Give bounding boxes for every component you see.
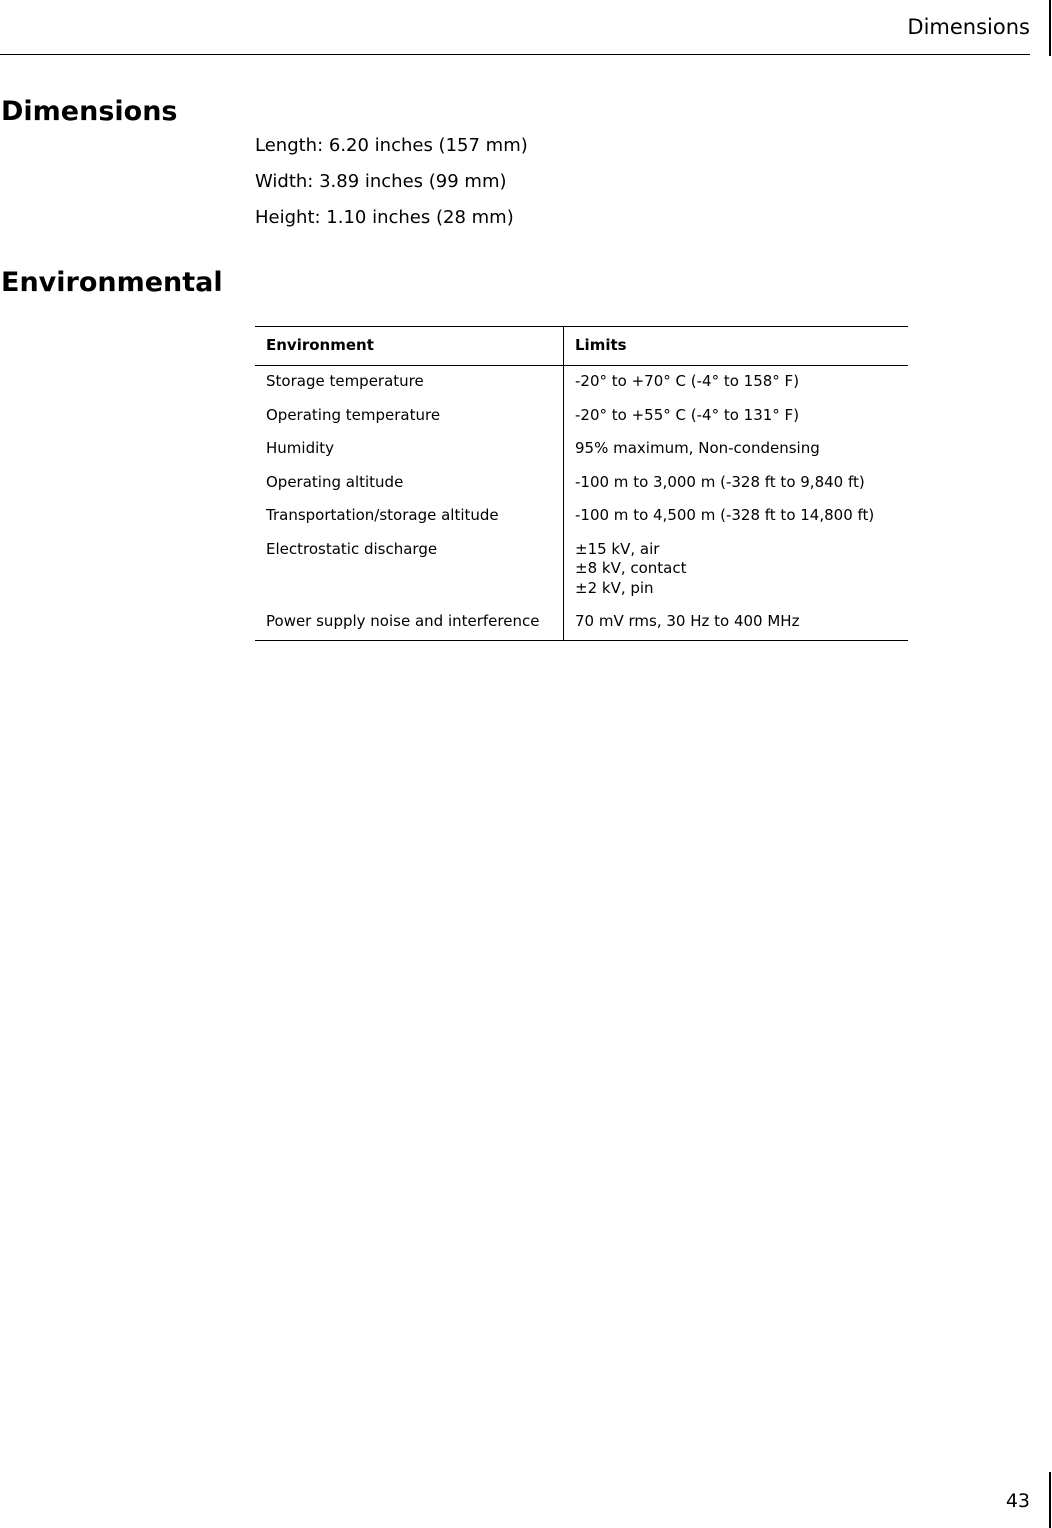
limit-line: 95% maximum, Non-condensing bbox=[575, 439, 820, 457]
cell-limits bbox=[564, 433, 909, 467]
table-row bbox=[255, 366, 908, 400]
header-vertical-rule bbox=[1049, 0, 1051, 56]
limit-line: -100 m to 4,500 m (-328 ft to 14,800 ft) bbox=[575, 506, 875, 524]
limit-line: ±15 kV, air bbox=[575, 539, 660, 558]
table-row bbox=[255, 500, 908, 534]
cell-environment: Operating altitude bbox=[255, 467, 564, 501]
cell-limits bbox=[564, 500, 909, 534]
dimensions-heading: Dimensions bbox=[1, 96, 178, 127]
limit-line: -20° to +55° C (-4° to 131° F) bbox=[575, 405, 800, 424]
cell-limits bbox=[564, 366, 909, 400]
footer-vertical-rule bbox=[1049, 1472, 1051, 1528]
cell-limits bbox=[564, 467, 909, 501]
column-header-environment: Environment bbox=[255, 327, 564, 366]
cell-environment: Operating temperature bbox=[255, 400, 564, 434]
page-number: 43 bbox=[1005, 1490, 1030, 1512]
table-row bbox=[255, 606, 908, 640]
dimensions-list bbox=[255, 134, 528, 242]
table-row bbox=[255, 534, 908, 607]
cell-environment: Power supply noise and interference bbox=[255, 606, 564, 640]
limit-line: ±8 kV, contact bbox=[575, 559, 687, 577]
cell-limits bbox=[564, 400, 909, 434]
running-header-title: Dimensions bbox=[907, 15, 1030, 39]
environmental-table-body bbox=[255, 366, 908, 641]
table-row bbox=[255, 433, 908, 467]
environmental-table bbox=[255, 326, 908, 641]
cell-environment: Humidity bbox=[255, 433, 564, 467]
limit-line: -20° to +70° C (-4° to 158° F) bbox=[575, 372, 800, 390]
limit-line: 70 mV rms, 30 Hz to 400 MHz bbox=[575, 612, 800, 630]
environmental-heading: Environmental bbox=[1, 267, 223, 298]
column-header-limits: Limits bbox=[575, 336, 627, 355]
cell-environment: Transportation/storage altitude bbox=[255, 500, 564, 534]
limit-line: ±2 kV, pin bbox=[575, 578, 654, 597]
cell-limits bbox=[564, 606, 909, 640]
cell-limits bbox=[564, 534, 909, 607]
cell-environment: Storage temperature bbox=[255, 366, 564, 400]
dimension-height: Height: 1.10 inches (28 mm) bbox=[255, 207, 514, 228]
table-header-row bbox=[255, 327, 908, 366]
dimension-length: Length: 6.20 inches (157 mm) bbox=[255, 135, 528, 156]
table-row bbox=[255, 467, 908, 501]
cell-environment: Electrostatic discharge bbox=[255, 534, 564, 607]
table-row bbox=[255, 400, 908, 434]
limit-line: -100 m to 3,000 m (-328 ft to 9,840 ft) bbox=[575, 472, 865, 491]
running-header bbox=[0, 0, 1030, 55]
dimension-width: Width: 3.89 inches (99 mm) bbox=[255, 171, 507, 192]
